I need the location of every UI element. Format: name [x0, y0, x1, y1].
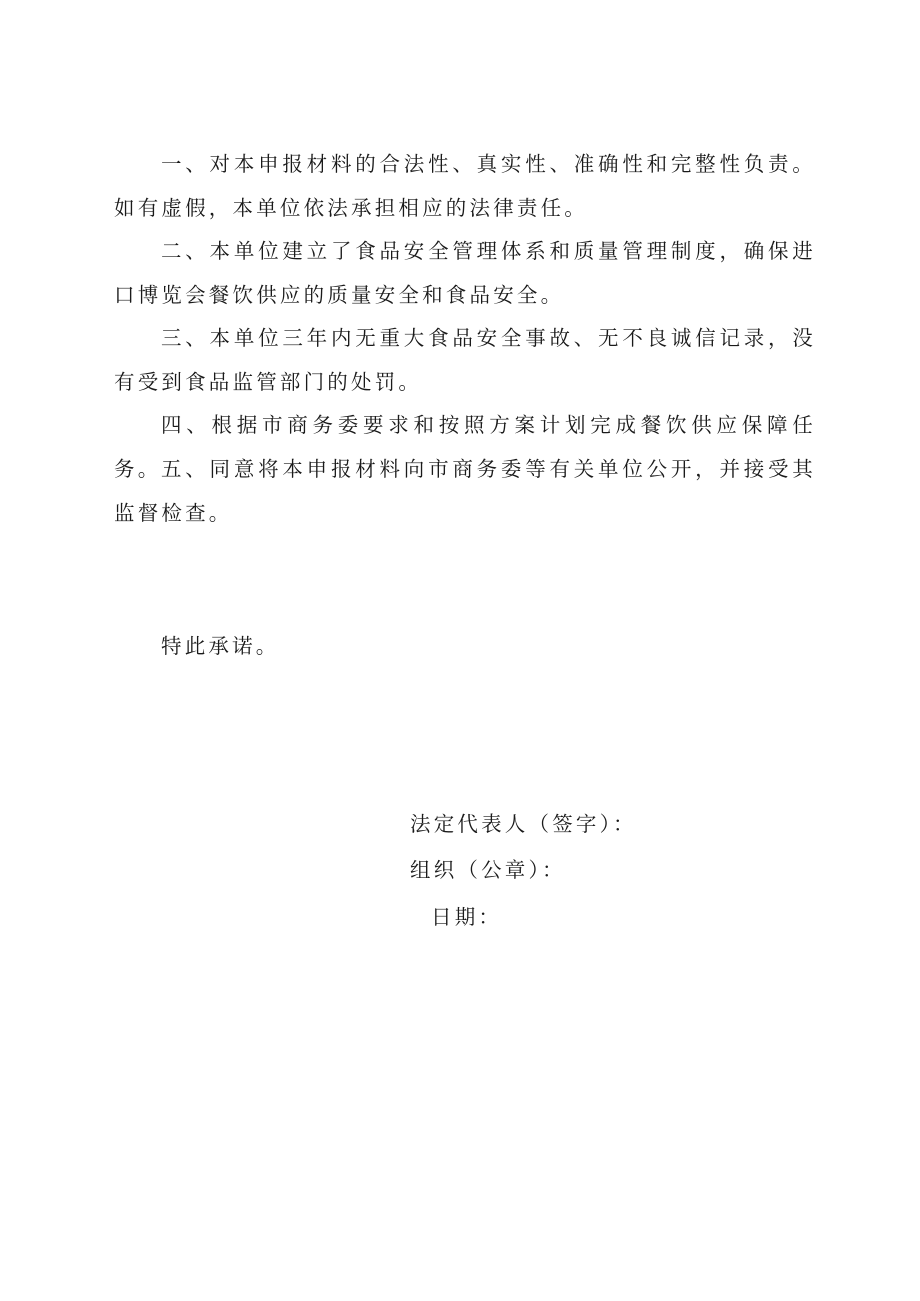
commitment-item-3: 三、本单位三年内无重大食品安全事故、无不良诚信记录，没有受到食品监管部门的处罚。 [114, 326, 816, 394]
commitment-item-5: 五、同意将本申报材料向市商务委等有关单位公开，并接受其监督检查。 [114, 457, 816, 525]
commitment-item-2: 二、本单位建立了食品安全管理体系和质量管理制度，确保进口博览会餐饮供应的质量安全和食品安全。 [114, 239, 816, 307]
commitment-item-1: 一、对本申报材料的合法性、真实性、准确性和完整性负责。如有虚假，本单位依法承担相应的法律责任。 [114, 152, 816, 220]
legal-representative-signature-label: 法定代表人（签字）： [410, 812, 637, 836]
organization-seal-label: 组织（公章）： [410, 858, 566, 882]
closing-statement: 特此承诺。 [161, 634, 280, 658]
commitment-item-4: 四、根据市商务委要求和按照方案计划完成餐饮供应保障任务。 [114, 413, 816, 481]
date-label: 日期： [431, 905, 503, 929]
